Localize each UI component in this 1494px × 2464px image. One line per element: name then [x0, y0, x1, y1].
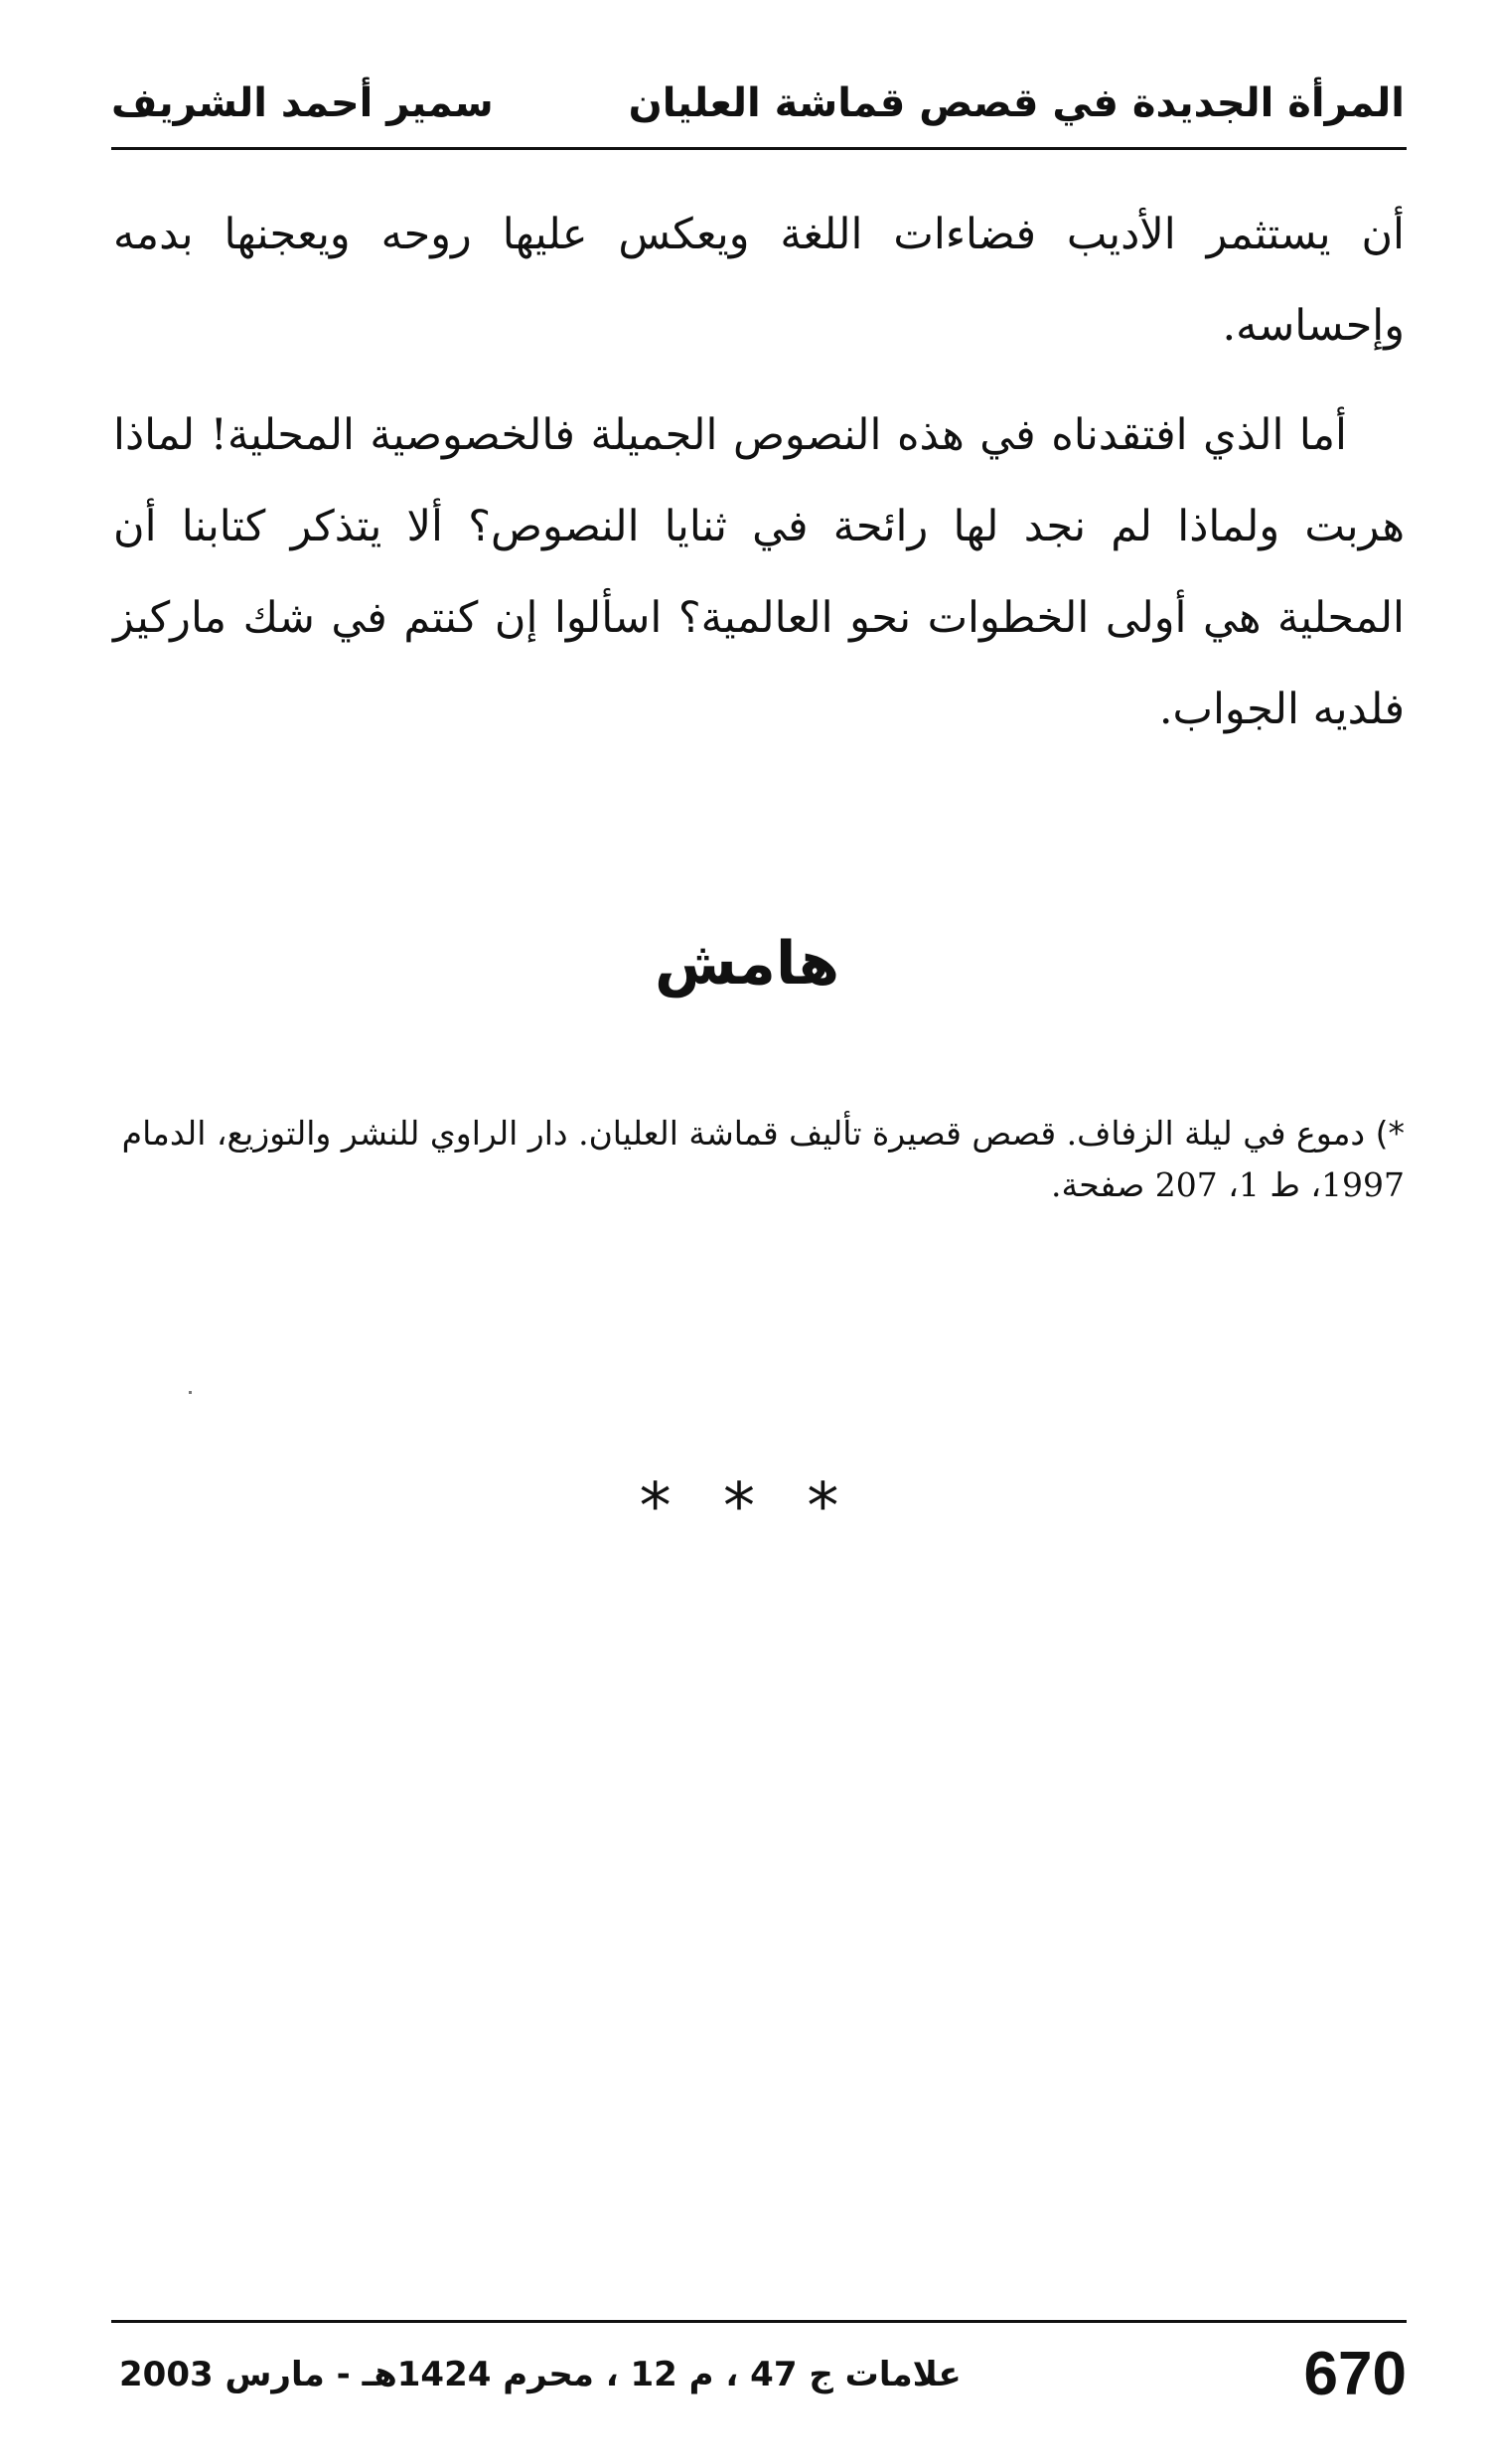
section-separator: * * *: [639, 1470, 855, 1544]
article-title: المرأة الجديدة في قصص قماشة العليان: [628, 80, 1405, 126]
footer-issue-info: علامات ج 47 ، م 12 ، محرم 1424هـ - مارس 2003: [119, 2355, 962, 2394]
footnote-text: دموع في ليلة الزفاف. قصص قصيرة تأليف قماشة العليان. دار الراوي للنشر والتوزيع، الدمام 1997، ط 1، 207 صفحة.: [121, 1114, 1405, 1204]
page-number: 670: [1303, 2340, 1407, 2408]
author-name: سمير أحمد الشريف: [111, 80, 494, 126]
footnote: [113, 1108, 1405, 1211]
body-text: [113, 189, 1405, 773]
scan-speck: [189, 1391, 192, 1394]
section-heading: هامش: [654, 929, 840, 999]
paragraph-2: أما الذي افتقدناه في هذه النصوص الجميلة فالخصوصية المحلية! لماذا هربت ولماذا لم نجد لها رائحة في ثنايا النصوص؟ ألا يتذكر كتابنا أن المحلية هي أولى الخطوات نحو العالمية؟ اسألوا إن كنتم في شك ماركيز فلديه الجواب.: [113, 410, 1405, 734]
footer-rule: [111, 2320, 1407, 2323]
footnote-marker: *): [1375, 1114, 1405, 1153]
running-header: [111, 68, 1405, 139]
paragraph-1: أن يستثمر الأديب فضاءات اللغة ويعكس عليها روحه ويعجنها بدمه وإحساسه.: [113, 210, 1405, 351]
header-rule: [111, 147, 1407, 150]
